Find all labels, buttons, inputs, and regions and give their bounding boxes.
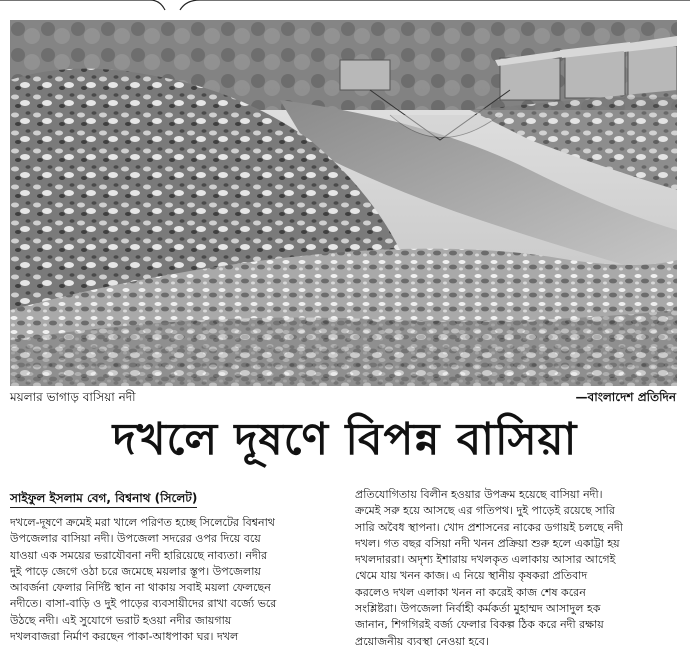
body-line: থেমে যায় খনন কাজ। এ নিয়ে স্থানীয় কৃষকরা প্রতিবাদ [355,569,588,583]
body-line: প্রয়োজনীয় ব্যবস্থা নেওয়া হবে। [355,634,489,648]
body-line: দখল। গত বছর বসিয়া নদী খনন প্রক্রিয়া শুরু হলে একাট্টা হয় [355,536,620,550]
body-line: উঠছে নদী। এই সুযোগে ভরাট হওয়া নদীর জায়গায় [10,613,232,627]
photo-credit: —বাংলাদেশ প্রতিদিন [575,390,676,404]
article-byline: সাইফুল ইসলাম বেগ, বিশ্বনাথ (সিলেট) [10,490,197,508]
body-line: আবর্জনা ফেলার নির্দিষ্ট স্থান না থাকায় সবাই ময়লা ফেলছেন [10,581,271,595]
body-line: নদীতে। বাসা-বাড়ি ও দুই পাড়ের ব্যবসায়ীদের রাখা বর্জ্যে ভরে [10,597,277,611]
article-body-left-column [10,515,338,645]
article-headline: দখলে দূষণে বিপন্ন বাসিয়া [112,414,578,465]
body-line: সারি অবৈধ স্থাপনা। খোদ প্রশাসনের নাকের ডগায়ই চলছে নদী [355,520,623,534]
body-line: সংশ্লিষ্টরা। উপজেলা নির্বাহী কর্মকর্তা মুহাম্মদ আসাদুল হক [355,602,601,616]
body-line: উপজেলার বাসিয়া নদী। উপজেলা সদরের ওপর দিয়ে বয়ে [10,532,261,546]
article-body-right-column [355,487,675,650]
body-line: দখলদাররা। অদৃশ্য ইশারায় দখলকৃত এলাকায় আসার আগেই [355,553,616,567]
body-line: দখলবাজরা নির্মাণ করছেন পাকা-আধপাকা ঘর। দখল [10,630,239,644]
body-line: প্রতিযোগিতায় বিলীন হওয়ার উপক্রম হয়েছে বাসিয়া নদী। [355,488,603,501]
page-top-border [0,0,690,14]
photo-caption: ময়লার ভাগাড় বাসিয়া নদী [10,390,136,404]
body-line: ক্রমেই সরু হয়ে আসছে এর গতিপথ। দুই পাড়েই রয়েছে সারি [355,504,615,518]
body-line: দখলে-দূষণে ক্রমেই মরা খালে পরিণত হচ্ছে সিলেটের বিশ্বনাথ [10,516,275,529]
body-line: জানান, শিগগিরই বর্জ্য ফেলার বিকল্প ঠিক করে নদী রক্ষায় [355,618,604,632]
body-line: যাওয়া এক সময়ের ভরাযৌবনা নদী হারিয়েছে নাব্যতা। নদীর [10,548,268,562]
news-photo-garbage-river [10,20,677,386]
body-line: দুই পাড়ে জেগে ওঠা চরে জমেছে ময়লার স্তূপ। উপজেলায় [10,564,261,578]
body-line: করলেও দখল এলাকা খনন না করেই কাজ শেষ করেন [355,585,586,599]
